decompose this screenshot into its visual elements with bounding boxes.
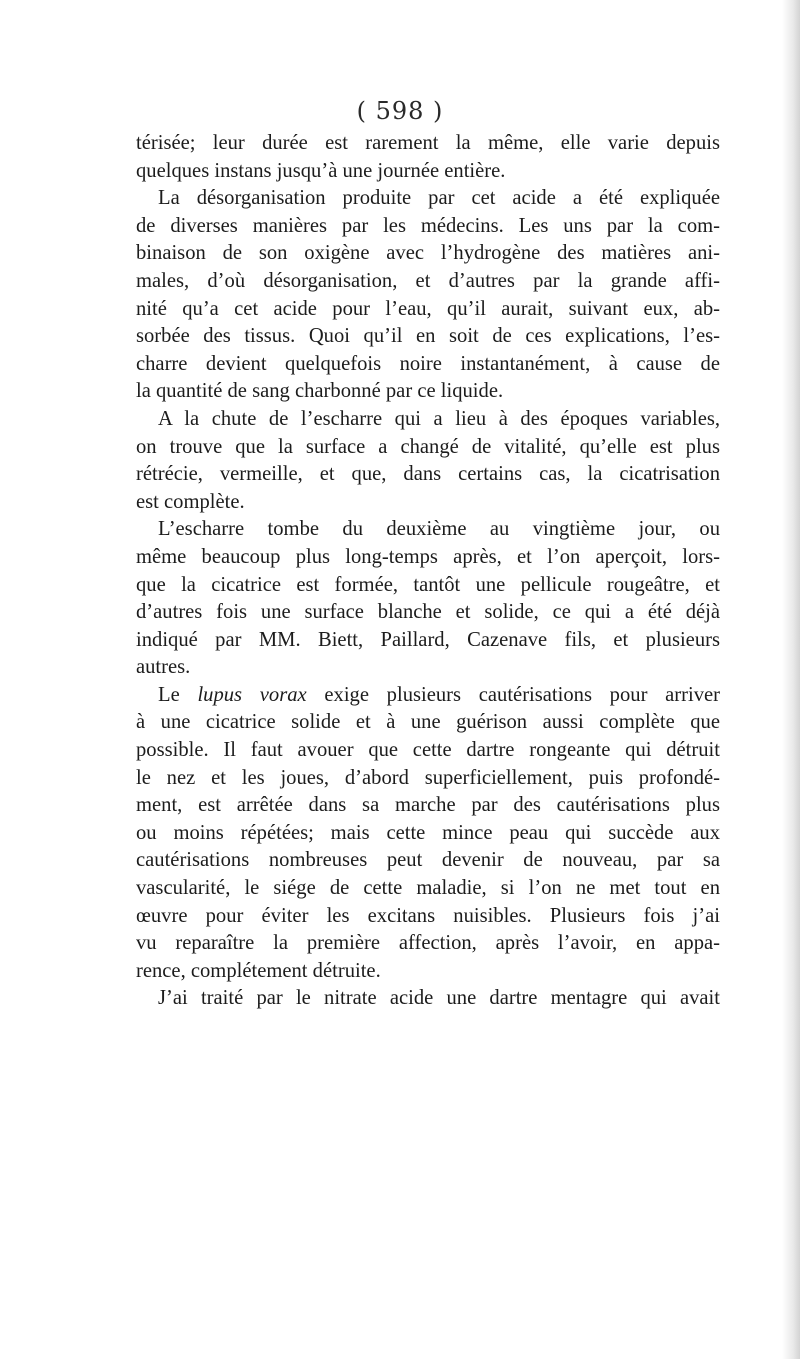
- italic-term: lupus vorax: [197, 683, 307, 706]
- text-fragment: Le: [158, 683, 198, 706]
- text-line: de diverses manières par les médecins. Les uns par la com-: [136, 214, 720, 237]
- text-line: males, d’où désorganisation, et d’autres par la grande affi-: [136, 269, 720, 292]
- text-line: binaison de son oxigène avec l’hydrogène des matières ani-: [136, 242, 720, 265]
- text-line: térisée; leur durée est rarement la même, elle varie depuis: [136, 132, 720, 154]
- text-line: le nez et les joues, d’abord superficiellement, puis profondé-: [136, 766, 720, 789]
- text-line: même beaucoup plus long-temps après, et l’on aperçoit, lors-: [136, 545, 720, 568]
- text-line: A la chute de l’escharre qui a lieu à des époques variables,: [158, 407, 720, 430]
- text-line: œuvre pour éviter les excitans nuisibles. Plusieurs fois j’ai: [136, 904, 720, 927]
- text-line: possible. Il faut avouer que cette dartre rongeante qui détruit: [136, 739, 720, 762]
- text-line: quelques instans jusqu’à une journée entière.: [136, 159, 506, 182]
- page-edge-shadow: [782, 0, 800, 1359]
- text-line: vascularité, le siége de cette maladie, si l’on ne met tout en: [136, 877, 720, 900]
- text-fragment: exige plusieurs cautérisations pour arriver: [306, 683, 721, 706]
- text-line: d’autres fois une surface blanche et solide, ce qui a été déjà: [136, 601, 720, 624]
- text-line-with-italic: [136, 682, 720, 710]
- text-line: ment, est arrêtée dans sa marche par des cautérisations plus: [136, 794, 720, 817]
- text-line: charre devient quelquefois noire instantanément, à cause de: [136, 352, 720, 375]
- text-line: la quantité de sang charbonné par ce liquide.: [136, 380, 504, 403]
- text-line: est complète.: [136, 490, 245, 513]
- text-line: vu reparaître la première affection, après l’avoir, en appa-: [136, 932, 720, 955]
- text-line: autres.: [136, 656, 191, 679]
- text-line: J’ai traité par le nitrate acide une dartre mentagre qui avait: [158, 987, 720, 1010]
- text-line: sorbée des tissus. Quoi qu’il en soit de ces explications, l’es-: [136, 325, 720, 348]
- text-line: indiqué par MM. Biett, Paillard, Cazenave fils, et plusieurs: [136, 628, 720, 651]
- body-text: [136, 130, 720, 1013]
- text-line: on trouve que la surface a changé de vitalité, qu’elle est plus: [136, 435, 720, 458]
- page-number: ( 598 ): [356, 97, 444, 125]
- text-line: rétrécie, vermeille, et que, dans certains cas, la cicatrisation: [136, 463, 720, 486]
- text-line: que la cicatrice est formée, tantôt une pellicule rougeâtre, et: [136, 573, 720, 596]
- text-line: rence, complétement détruite.: [136, 959, 381, 982]
- text-line: L’escharre tombe du deuxième au vingtième jour, ou: [158, 518, 720, 541]
- text-line: La désorganisation produite par cet acide a été expliquée: [158, 187, 720, 210]
- text-line: nité qu’a cet acide pour l’eau, qu’il aurait, suivant eux, ab-: [136, 297, 720, 320]
- text-line: cautérisations nombreuses peut devenir de nouveau, par sa: [136, 849, 720, 872]
- text-line: ou moins répétées; mais cette mince peau qui succède aux: [136, 821, 720, 844]
- text-line: à une cicatrice solide et à une guérison aussi complète que: [136, 711, 720, 734]
